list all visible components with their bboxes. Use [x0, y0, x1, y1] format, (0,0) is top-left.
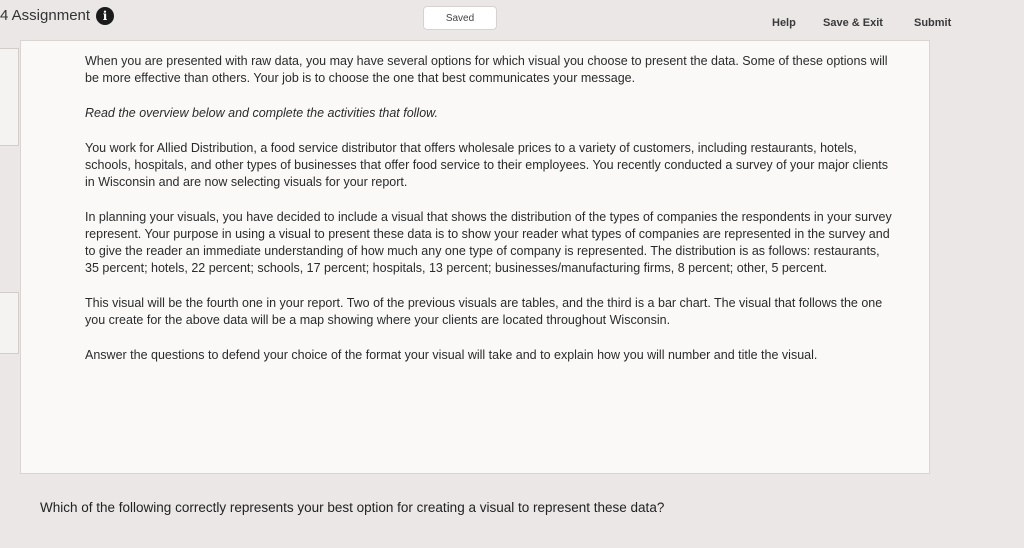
left-side-panel-tab[interactable]	[0, 48, 19, 146]
passage-paragraph: In planning your visuals, you have decided to include a visual that shows the distribution of the types of companies the respondents in your survey represent. Your purpose in using a visual to present these data is to show your reader what types of companies are represented in the survey and to give the reader an immediate understanding of how much any one type of company is represented. The distribution is as follows: restaurants, 35 percent; hotels, 22 percent; schools, 17 percent; hospitals, 13 percent; businesses/manufacturing firms, 8 percent; other, 5 percent.	[85, 210, 892, 275]
top-bar	[0, 0, 1024, 40]
passage-instruction: Read the overview below and complete the activities that follow.	[85, 106, 438, 120]
passage-paragraph: You work for Allied Distribution, a food service distributor that offers wholesale prices to a variety of customers, including restaurants, hotels, schools, hospitals, and other types of businesses that offer food service to their employees. You recently conducted a survey of your major clients in Wisconsin and are now selecting visuals for your report.	[85, 141, 888, 189]
passage-content	[85, 53, 895, 382]
question-prompt: Which of the following correctly represents your best option for creating a visual to represent these data?	[40, 500, 665, 515]
help-button[interactable]: Help	[772, 17, 796, 29]
saved-status-badge: Saved	[423, 6, 497, 30]
passage-paragraph: Answer the questions to defend your choice of the format your visual will take and to explain how you will number and title the visual.	[85, 348, 818, 362]
passage-panel	[20, 40, 930, 474]
submit-button[interactable]: Submit	[914, 17, 952, 29]
save-exit-button[interactable]: Save & Exit	[823, 17, 883, 29]
assignment-title: 4 Assignment	[0, 7, 91, 24]
info-icon[interactable]: i	[96, 7, 114, 25]
passage-paragraph: This visual will be the fourth one in your report. Two of the previous visuals are tables, and the third is a bar chart. The visual that follows the one you create for the above data will be a map showing where your clients are located throughout Wisconsin.	[85, 296, 883, 327]
passage-paragraph: When you are presented with raw data, you may have several options for which visual you choose to present the data. Some of these options will be more effective than others. Your job is to choose the one that best communicates your message.	[85, 54, 888, 85]
left-side-panel-tab[interactable]	[0, 292, 19, 354]
